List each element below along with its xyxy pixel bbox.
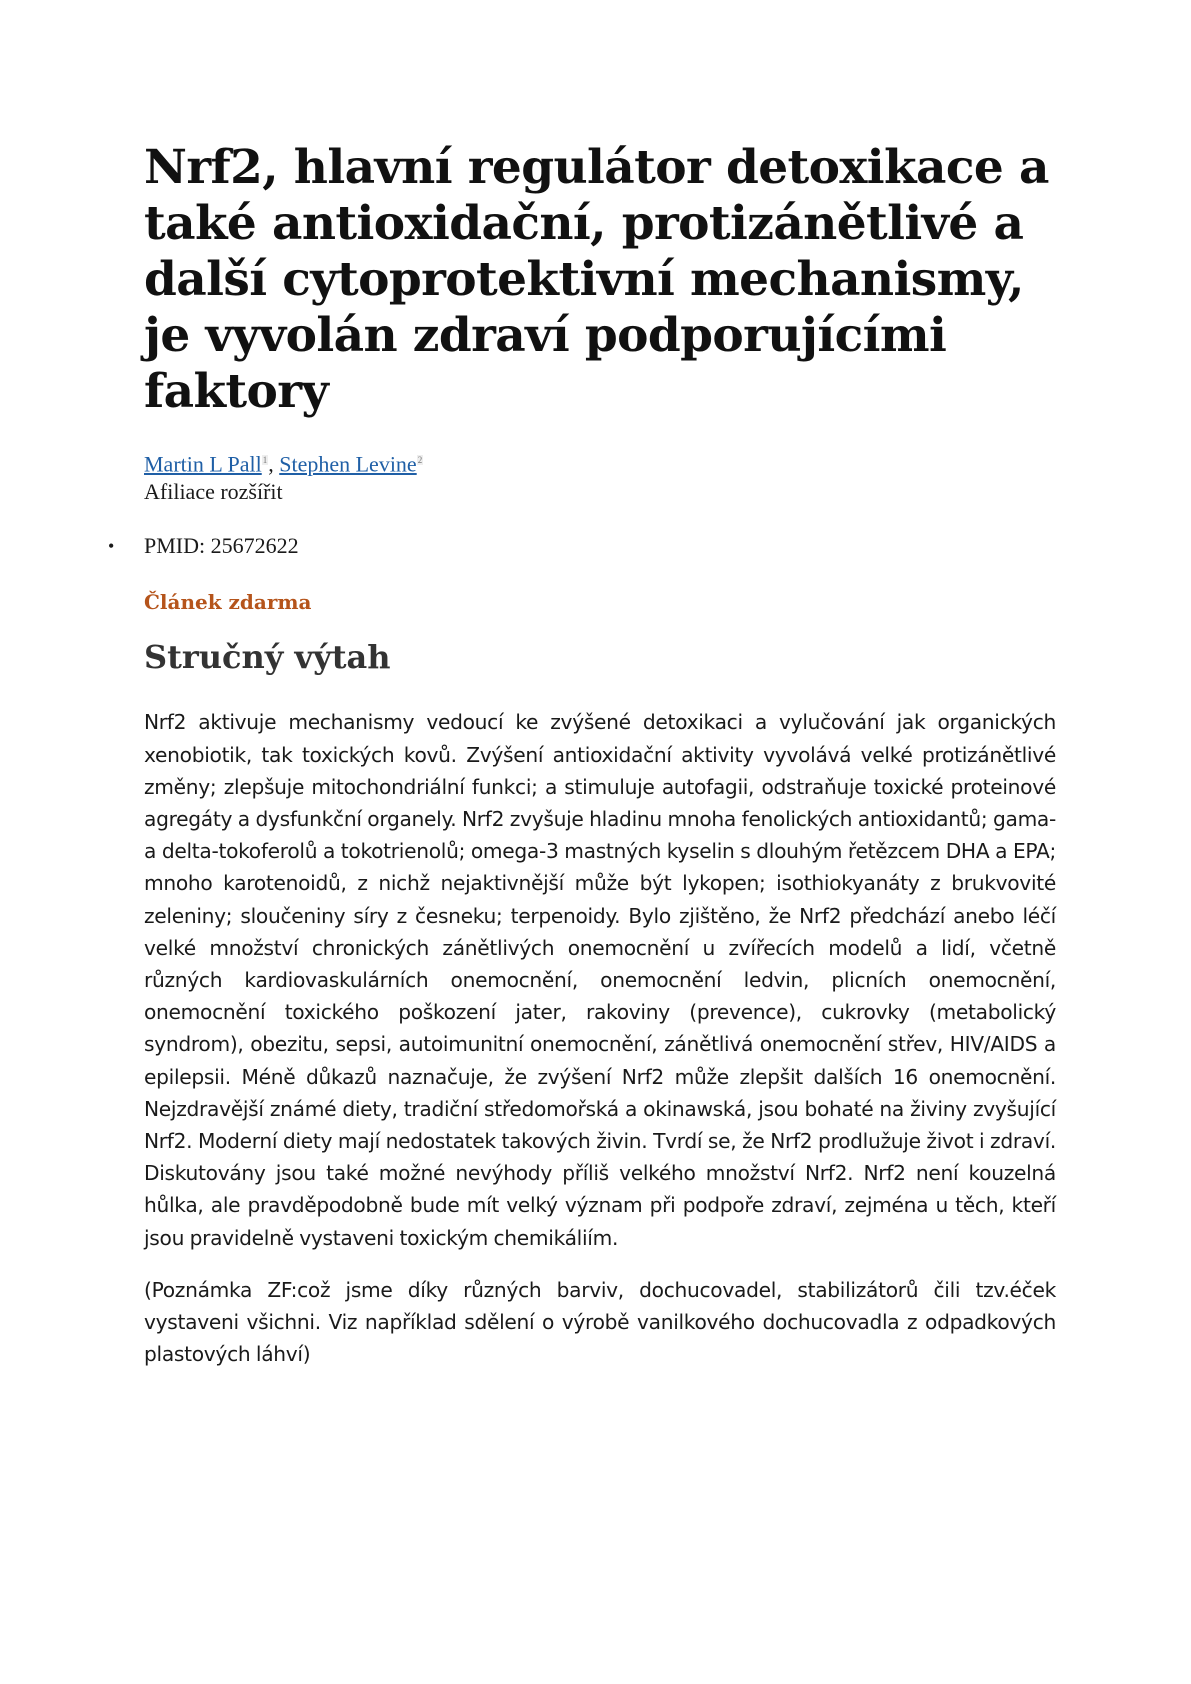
author-list: [144, 446, 1056, 478]
affiliation-ref-2[interactable]: 2: [417, 455, 423, 465]
bullet-icon: •: [108, 536, 115, 557]
abstract-heading: Stručný výtah: [144, 638, 391, 677]
author-link-pall[interactable]: Martin L Pall: [144, 451, 262, 477]
pmid: PMID: 25672622: [144, 533, 299, 559]
author-separator: ,: [268, 451, 280, 477]
editor-note: (Poznámka ZF:což jsme díky různých barviv, dochucovadel, stabilizátorů čili tzv.éček vystaveni všichni. Viz například sdělení o výrobě vanilkového dochucovadla z odpadkových plastových láhví): [144, 1277, 1056, 1367]
free-article-badge: Článek zdarma: [144, 590, 312, 615]
affiliation-ref-1[interactable]: 1: [262, 455, 268, 465]
abstract-text: Nrf2 aktivuje mechanismy vedoucí ke zvýšené detoxikaci a vylučování jak organických xenobiotik, tak toxických kovů. Zvýšení antioxidační aktivity vyvolává velké protizánětlivé změny; zlepšuje mitochondriální funkci; a stimuluje autofagii, odstraňuje toxické proteinové agregáty a dysfunkční organely. Nrf2 zvyšuje hladinu mnoha fenolických antioxidantů; gama- a delta-tokoferolů a tokotrienolů; omega-3 mastných kyselin s dlouhým řetězcem DHA a EPA; mnoho karotenoidů, z nichž nejaktivnější může být lykopen; isothiokyanáty z brukvovité zeleniny; sloučeniny síry z česneku; terpenoidy. Bylo zjištěno, že Nrf2 předchází anebo léčí velké množství chronických zánětlivých onemocnění u zvířecích modelů a lidí, včetně různých kardiovaskulárních onemocnění, onemocnění ledvin, plicních onemocnění, onemocnění toxického poškození jater, rakoviny (prevence), cukrovky (metabolický syndrom), obezitu, sepsi, autoimunitní onemocnění, zánětlivá onemocnění střev, HIV/AIDS a epilepsii. Méně důkazů naznačuje, že zvýšení Nrf2 může zlepšit dalších 16 onemocnění. Nejzdravější známé diety, tradiční středomořská a okinawská, jsou bohaté na živiny zvyšující Nrf2. Moderní diety mají nedostatek takových živin. Tvrdí se, že Nrf2 prodlužuje život i zdraví. Diskutovány jsou také možné nevýhody příliš velkého množství Nrf2. Nrf2 není kouzelná hůlka, ale pravděpodobně bude mít velký význam při podpoře zdraví, zejména u těch, kteří jsou pravidelně vystaveni toxickým chemikáliím.: [144, 710, 1056, 1250]
article-title: Nrf2, hlavní regulátor detoxikace a také antioxidační, protizánětlivé a další cytoprotektivní mechanismy, je vyvolán zdraví podporujícími faktory: [144, 140, 1049, 419]
affiliations-expand-toggle[interactable]: Afiliace rozšířit: [144, 479, 283, 505]
author-link-levine[interactable]: Stephen Levine: [279, 451, 417, 477]
article: [108, 140, 1056, 1370]
pmid-row: [108, 532, 1056, 560]
